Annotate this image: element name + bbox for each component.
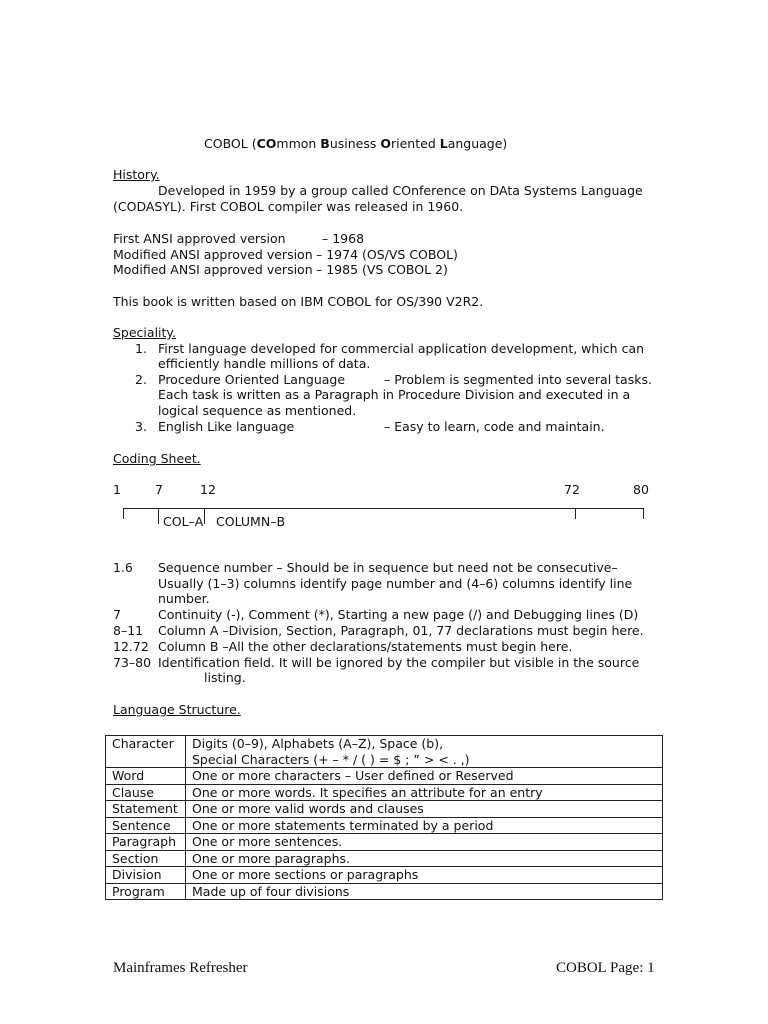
version-value: – 1968 <box>322 231 365 246</box>
speciality-heading: Speciality. <box>113 325 177 340</box>
definition-cell: Made up of four divisions <box>186 883 663 900</box>
definition-cell: One or more sentences. <box>186 834 663 851</box>
term-cell: Division <box>106 867 186 884</box>
list-item: First language developed for commercial application development, which can <box>158 341 645 356</box>
language-structure-table <box>105 735 663 900</box>
version-value: – 1985 (VS COBOL 2) <box>316 262 448 277</box>
col-a-label: COL–A <box>163 514 204 529</box>
desc-text: Identification field. It will be ignored by the compiler but visible in the source <box>158 655 640 670</box>
desc-text: Column A –Division, Section, Paragraph, 01, 77 declarations must begin here. <box>158 623 644 638</box>
col-b-label: COLUMN–B <box>216 514 286 529</box>
version-label: Modified ANSI approved version <box>113 262 313 277</box>
book-note: This book is written based on IBM COBOL for OS/390 V2R2. <box>113 294 484 309</box>
desc-number: 7 <box>113 607 121 622</box>
column-number: 12 <box>200 482 216 497</box>
list-number: 2. <box>135 372 147 387</box>
desc-number: 73–80 <box>113 655 152 670</box>
list-item-cont: Each task is written as a Paragraph in Procedure Division and executed in a <box>158 387 631 402</box>
term-cell: Sentence <box>106 817 186 834</box>
definition-cell: One or more statements terminated by a period <box>186 817 663 834</box>
version-label: First ANSI approved version <box>113 231 286 246</box>
desc-text: Column B –All the other declarations/statements must begin here. <box>158 639 573 654</box>
term-cell: Program <box>106 883 186 900</box>
desc-number: 1.6 <box>113 560 133 575</box>
column-number: 1 <box>113 482 121 497</box>
table-row <box>106 850 663 867</box>
list-item-tail: – Problem is segmented into several tasks. <box>384 372 652 387</box>
footer-left: Mainframes Refresher <box>113 960 248 976</box>
table-row <box>106 736 663 768</box>
term-cell: Section <box>106 850 186 867</box>
desc-text: number. <box>158 591 210 606</box>
version-value: – 1974 (OS/VS COBOL) <box>316 247 458 262</box>
definition-cell: One or more valid words and clauses <box>186 801 663 818</box>
term-cell: Clause <box>106 784 186 801</box>
desc-text: listing. <box>204 670 246 685</box>
column-number: 80 <box>633 482 649 497</box>
list-item-cont: efficiently handle millions of data. <box>158 356 371 371</box>
table-row <box>106 817 663 834</box>
list-item-cont: logical sequence as mentioned. <box>158 403 357 418</box>
table-row <box>106 867 663 884</box>
column-number: 72 <box>564 482 580 497</box>
desc-text: Sequence number – Should be in sequence but need not be consecutive– <box>158 560 618 575</box>
list-item-tail: – Easy to learn, code and maintain. <box>384 419 605 434</box>
list-number: 1. <box>135 341 147 356</box>
history-line-2: (CODASYL). First COBOL compiler was released in 1960. <box>113 199 464 214</box>
definition-cell: One or more characters – User defined or Reserved <box>186 768 663 785</box>
language-structure-heading: Language Structure. <box>113 702 241 717</box>
term-cell: Statement <box>106 801 186 818</box>
desc-number: 12.72 <box>113 639 149 654</box>
history-heading: History. <box>113 167 160 182</box>
version-label: Modified ANSI approved version <box>113 247 313 262</box>
desc-text: Usually (1–3) columns identify page number and (4–6) columns identify line <box>158 576 633 591</box>
table-row <box>106 834 663 851</box>
list-item-lead: Procedure Oriented Language <box>158 372 346 387</box>
table-row <box>106 883 663 900</box>
history-line-1: Developed in 1959 by a group called COnference on DAta Systems Language <box>158 183 643 198</box>
coding-sheet-heading: Coding Sheet. <box>113 451 201 466</box>
definition-cell: One or more paragraphs. <box>186 850 663 867</box>
term-cell: Character <box>106 736 186 768</box>
definition-cell: One or more words. It specifies an attribute for an entry <box>186 784 663 801</box>
definition-cell: Digits (0–9), Alphabets (A–Z), Space (b), Special Characters (+ – * / ( ) = $ ; ” > < . ,) <box>186 736 663 768</box>
term-cell: Word <box>106 768 186 785</box>
desc-number: 8–11 <box>113 623 144 638</box>
table-row <box>106 784 663 801</box>
column-number: 7 <box>155 482 163 497</box>
term-cell: Paragraph <box>106 834 186 851</box>
table-row <box>106 768 663 785</box>
desc-text: Continuity (-), Comment (*), Starting a new page (/) and Debugging lines (D) <box>158 607 639 622</box>
table-row <box>106 801 663 818</box>
list-number: 3. <box>135 419 147 434</box>
list-item-lead: English Like language <box>158 419 295 434</box>
footer-page-number: COBOL Page: 1 <box>556 960 655 976</box>
page-title: COBOL (COmmon Business Oriented Language) <box>204 136 508 151</box>
definition-cell: One or more sections or paragraphs <box>186 867 663 884</box>
